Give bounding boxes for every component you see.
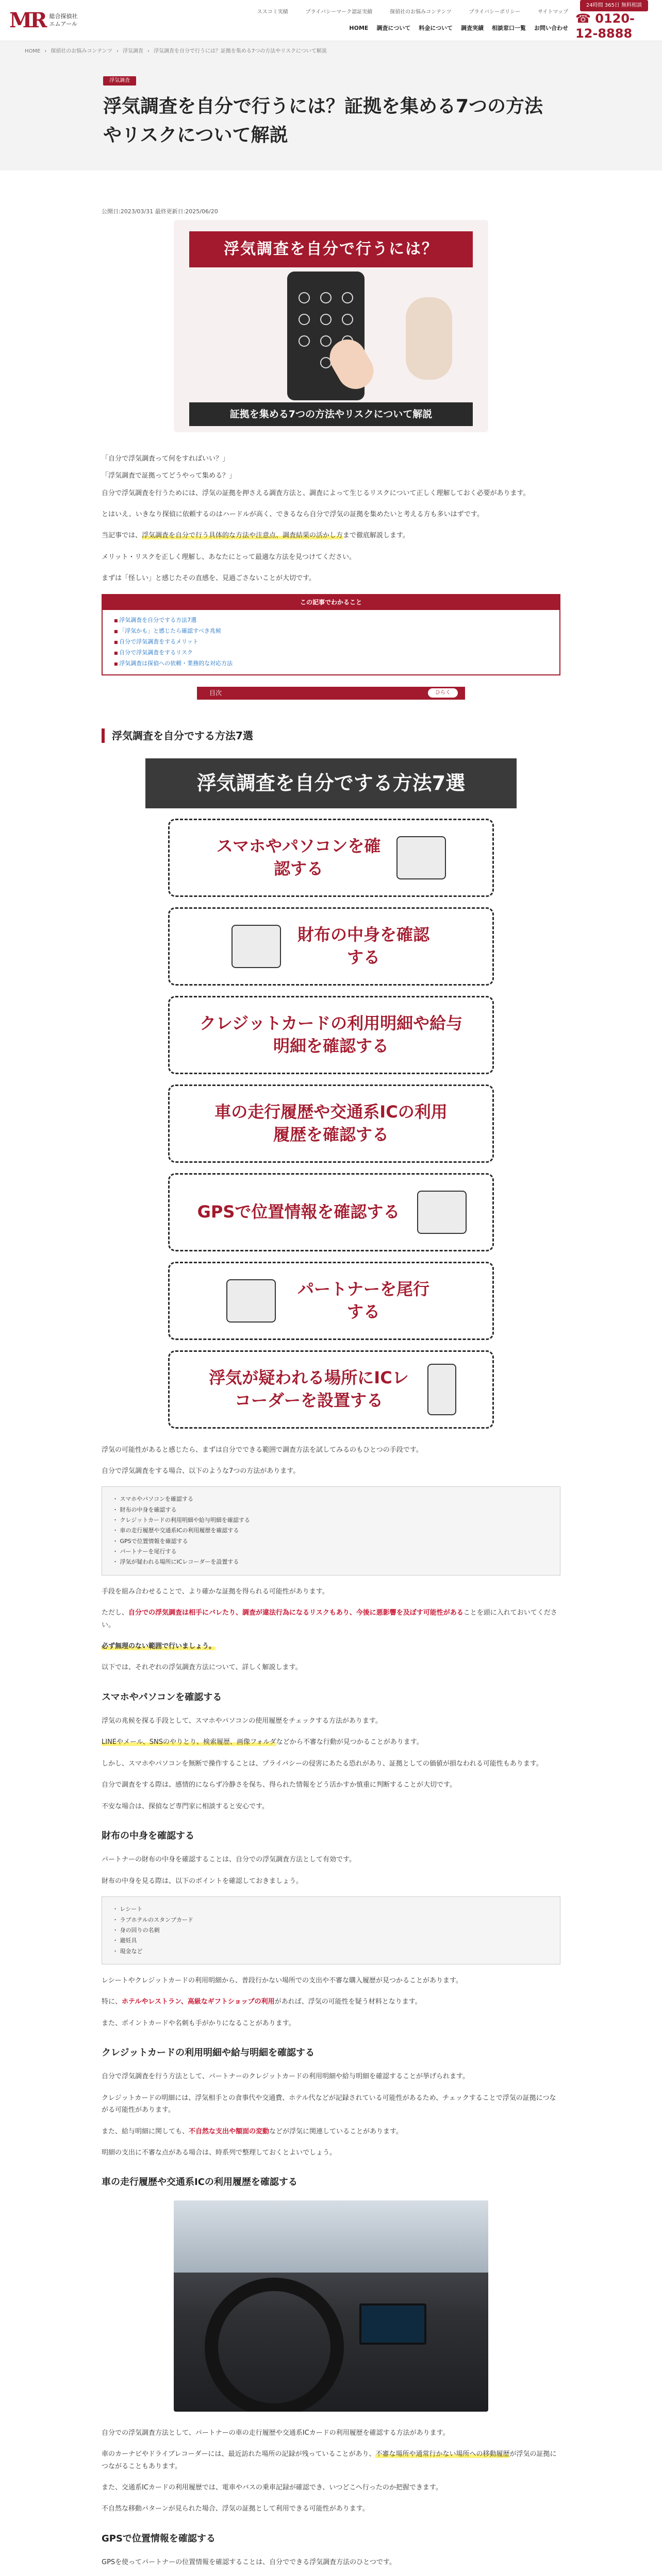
subsection-heading: クレジットカードの利用明細や給与明細を確認する [102, 2047, 315, 2059]
subsection-heading: 財布の中身を確認する [102, 1831, 194, 1842]
method-card-label: クレジットカードの利用明細や給与明細を確認する [199, 1013, 463, 1056]
summary-link[interactable]: ■ 自分で浮気調査をするメリット [114, 637, 548, 648]
method-card [168, 819, 494, 897]
intro-paragraph: 自分で浮気調査を行うためには、浮気の証拠を押さえる調査方法と、調査によって生じるリスクについて正しく理解しておく必要があります。 [102, 489, 530, 497]
paragraph [102, 2126, 560, 2138]
paragraph: 以下では、それぞれの浮気調査方法について、詳しく解説します。 [102, 1664, 302, 1672]
method-card-label: 車の走行履歴や交通系ICの利用履歴を確認する [214, 1102, 448, 1144]
intro-quote: 「浮気調査で証拠ってどうやって集める？」 [102, 472, 236, 480]
nav-home[interactable]: HOME [349, 24, 369, 31]
method-card [168, 1262, 494, 1340]
top-nav-sitemap[interactable]: サイトマップ [538, 9, 568, 15]
steering-wheel [205, 2278, 344, 2412]
text-run: ことを頭に入れておいてください。 [102, 1609, 557, 1629]
eyecatch-title: 浮気調査を自分で行うには？ [189, 231, 473, 267]
summary-box [102, 594, 560, 675]
list-item: ・ ラブホテルのスタンプカード [112, 1915, 550, 1925]
page-title: 浮気調査を自分で行うには？証拠を集める7つの方法やリスクについて解説 [103, 96, 543, 146]
list-item: ・ 浮気が疑われる場所にICレコーダーを設置する [112, 1557, 550, 1567]
category-badge[interactable]: 浮気調査 [103, 76, 136, 86]
car-navigation-screen [359, 2303, 426, 2345]
method-card-label: GPSで位置情報を確認する [197, 1201, 400, 1222]
windshield [174, 2200, 488, 2273]
site-logo[interactable] [9, 10, 92, 31]
breadcrumb-current: 浮気調査を自分で行うには？証拠を集める7つの方法やリスクについて解説 [153, 48, 327, 54]
paragraph [102, 1736, 560, 1748]
header-contact[interactable] [575, 0, 653, 41]
list-item: ・ 車の走行履歴や交通系ICの利用履歴を確認する [112, 1526, 550, 1536]
top-nav-privacy-mark[interactable]: プライバシーマーク認証実績 [305, 9, 373, 15]
breadcrumb-home[interactable]: HOME [25, 48, 41, 54]
summary-heading: この記事でわかること [103, 595, 559, 611]
paragraph: 明細の支出に不審な点がある場合は、時系列で整理しておくとよいでしょう。 [102, 2149, 337, 2157]
nav-contact[interactable]: お問い合わせ [534, 24, 568, 31]
eyecatch-subtitle: 証拠を集める7つの方法やリスクについて解説 [189, 402, 473, 426]
methods-figure [145, 758, 517, 1428]
paragraph: パートナーの財布の中身を確認することは、自分での浮気調査方法として有効です。 [102, 1856, 356, 1864]
summary-link[interactable]: ■ 浮気調査は探偵への依頼・業務的な対応方法 [114, 658, 548, 669]
method-card [168, 1350, 494, 1429]
list-item: ・ 現金など [112, 1946, 550, 1957]
text-run: 車のカーナビやドライブレコーダーには、最近訪れた場所の記録が残っていることがあり、 [102, 2450, 376, 2459]
toc-label: 目次 [209, 689, 222, 697]
list-item: ・ GPSで位置情報を確認する [112, 1536, 550, 1547]
paragraph: 手段を組み合わせることで、より確かな証拠を得られる可能性があります。 [102, 1587, 329, 1596]
paragraph [102, 2448, 560, 2472]
paragraph: 財布の中身を見る際は、以下のポイントを確認しておきましょう。 [102, 1877, 303, 1885]
intro-paragraph [102, 530, 560, 541]
logo-line-2: エムアール [49, 20, 77, 27]
person-illustration [406, 297, 452, 380]
table-of-contents-toggle[interactable] [197, 687, 465, 700]
nav-investigation[interactable]: 調査について [376, 24, 411, 31]
wallet-icon [231, 925, 281, 968]
paragraph: また、ポイントカードや名刺も手がかりになることがあります。 [102, 2019, 295, 2027]
hours-badge: 24時間 365日 無料相談 [580, 0, 648, 11]
text-run: 当記事では、 [102, 532, 142, 540]
text-run: まで徹底解説します。 [343, 532, 409, 540]
ic-recorder-icon [427, 1364, 456, 1415]
list-item: ・ レシート [112, 1904, 550, 1914]
list-item: ・ 避妊具 [112, 1936, 550, 1946]
wallet-checklist [102, 1896, 560, 1964]
emphasis-text: ホテルやレストラン、高級なギフトショップの利用 [122, 1998, 275, 2006]
breadcrumb-category[interactable]: 浮気調査 [122, 48, 143, 54]
method-card [168, 1173, 494, 1251]
top-nav-media[interactable]: ススコミ実績 [257, 9, 288, 15]
methods-figure-title: 浮気調査を自分でする方法7選 [145, 758, 517, 808]
methods-list [102, 1486, 560, 1575]
list-item: ・ 身の回りの名刺 [112, 1925, 550, 1936]
text-run: また、給与明細に関しても、 [102, 2127, 189, 2136]
paragraph [102, 1996, 560, 2008]
summary-link[interactable]: ■ 自分で浮気調査をするリスク [114, 648, 548, 658]
text-run: などから不審な行動が見つかることがあります。 [276, 1738, 423, 1747]
logo-mark: MR [9, 8, 45, 32]
paragraph: 不安な場合は、探偵など専門家に相談すると安心です。 [102, 1802, 269, 1810]
main-nav [349, 23, 568, 33]
list-item: ・ スマホやパソコンを確認する [112, 1494, 550, 1504]
eyecatch-image [174, 220, 488, 432]
nav-results[interactable]: 調査実績 [461, 24, 484, 31]
method-card [168, 1084, 494, 1163]
text-run: ただし、 [102, 1609, 129, 1617]
method-card-label: 財布の中身を確認する [297, 925, 429, 967]
paragraph: 自分で浮気調査をする場合、以下のような7つの方法があります。 [102, 1467, 300, 1475]
paragraph: クレジットカードの明細には、浮気相手との食事代や交通費、ホテル代などが記録されている可能性があるため、チェックすることで浮気の証拠につながる可能性があります。 [102, 2094, 556, 2114]
paragraph: また、交通系ICカードの利用履歴では、電車やバスの乗車記録が確認でき、いつどこへ行ったのか把握できます。 [102, 2484, 442, 2492]
toc-open-button[interactable]: ひらく [428, 688, 458, 698]
article-body [102, 171, 560, 2576]
paragraph: 自分での浮気調査方法として、パートナーの車の走行履歴や交通系ICカードの利用履歴を確認する方法があります。 [102, 2429, 450, 2437]
paragraph: 自分で調査をする際は、感情的にならず冷静さを保ち、得られた情報をどう活かすか慎重に判断することが大切です。 [102, 1781, 456, 1789]
intro-quote: 「自分で浮気調査って何をすればいい？」 [102, 454, 229, 463]
logo-text [49, 13, 78, 28]
nav-price[interactable]: 料金について [419, 24, 453, 31]
highlighted-text: 浮気調査を自分で行う具体的な方法や注意点、調査結果の活かし方 [142, 532, 343, 540]
breadcrumb-separator: › [116, 48, 119, 54]
emphasis-text: 自分での浮気調査は相手にバレたり、調査が違法行為になるリスクもあり、今後に悪影響を及ぼす可能性がある [128, 1609, 464, 1617]
intro-paragraph: まずは「怪しい」と感じたその直感を、見過ごさないことが大切です。 [102, 574, 316, 583]
phone-number[interactable] [575, 11, 653, 41]
list-item: ・ 財布の中身を確認する [112, 1505, 550, 1515]
top-nav-contents[interactable]: 探偵社のお悩みコンテンツ [390, 9, 452, 15]
article-dates: 公開日:2023/03/31 最終更新日:2025/06/20 [102, 208, 218, 215]
top-nav [257, 8, 568, 23]
paragraph [102, 1607, 560, 1631]
breadcrumb-separator: › [44, 48, 47, 54]
article-hero [0, 62, 662, 171]
intro-paragraph: とはいえ、いきなり探偵に依頼するのはハードルが高く、できるなら自分で浮気の証拠を集めたいと考える方も多いはずです。 [102, 510, 484, 518]
highlighted-text: 不審な場所や通常行かない場所への移動履歴 [375, 2450, 510, 2459]
paragraph: 浮気の兆候を探る手段として、スマホやパソコンの使用履歴をチェックする方法があります。 [102, 1717, 382, 1725]
section-heading: 浮気調査を自分でする方法7選 [102, 728, 560, 743]
paragraph [102, 1640, 560, 1652]
intro-paragraph: メリット・リスクを正しく理解し、あなたにとって最適な方法を見つけてください。 [102, 553, 356, 561]
text-run: 特に、 [102, 1998, 122, 2006]
header-navigation [92, 8, 575, 33]
text-run: などが浮気に関連していることがあります。 [269, 2127, 403, 2136]
highlighted-text: 必ず無理のない範囲で行いましょう。 [102, 1642, 216, 1650]
method-card [168, 907, 494, 986]
site-header [0, 0, 662, 41]
method-card-label: 浮気が疑われる場所にICレコーダーを設置する [209, 1368, 409, 1410]
paragraph: GPSを使ってパートナーの位置情報を確認することは、自分でできる浮気調査方法のひとつです。 [102, 2558, 396, 2567]
paragraph: 自分で浮気調査を行う方法として、パートナーのクレジットカードの利用明細や給与明細を確認することが挙げられます。 [102, 2073, 469, 2081]
text-run: が浮気の証拠につながることもあります。 [102, 2450, 557, 2470]
phone-icon: ☎ [575, 11, 595, 26]
method-card-label: パートナーを尾行する [297, 1279, 429, 1321]
top-nav-privacy-policy[interactable]: プライバシーポリシー [469, 9, 521, 15]
breadcrumb-contents[interactable]: 探偵社のお悩みコンテンツ [51, 48, 112, 54]
car-interior-photo [174, 2200, 488, 2412]
list-item: ・ パートナーを尾行する [112, 1547, 550, 1557]
paragraph: しかし、スマホやパソコンを無断で操作することは、プライバシーの侵害にあたる恐れがあり、証拠としての価値が損なわれる可能性もあります。 [102, 1759, 543, 1768]
subsection-heading: GPSで位置情報を確認する [102, 2533, 216, 2544]
paragraph: レシートやクレジットカードの利用明細から、普段行かない場所での支出や不審な購入履歴が見つかることがあります。 [102, 1976, 462, 1985]
list-item: ・ クレジットカードの利用明細や給与明細を確認する [112, 1515, 550, 1526]
nav-offices[interactable]: 相談窓口一覧 [492, 24, 526, 31]
method-card-label: スマホやパソコンを確認する [216, 836, 381, 878]
paragraph: 不自然な移動パターンが見られた場合、浮気の証拠として利用できる可能性があります。 [102, 2505, 369, 2513]
gps-phone-icon [417, 1191, 467, 1234]
laptop-icon [396, 836, 446, 879]
subsection-heading: スマホやパソコンを確認する [102, 1691, 222, 1703]
summary-link[interactable]: ■ 浮気調査を自分でする方法7選 [114, 615, 548, 626]
phone-number-text: 0120-12-8888 [575, 11, 635, 41]
highlighted-text: LINEやメール、SNSのやりとり、検索履歴、画像フォルダ [102, 1738, 276, 1747]
method-card [168, 996, 494, 1074]
breadcrumb-separator: › [147, 48, 150, 54]
summary-link[interactable]: ■ 「浮気かも」と感じたら確認すべき兆候 [114, 626, 548, 637]
paragraph: 浮気の可能性があると感じたら、まずは自分でできる範囲で調査方法を試してみるのもひとつの手段です。 [102, 1446, 423, 1454]
breadcrumb [0, 41, 662, 62]
summary-list [103, 610, 559, 674]
emphasis-text: 不自然な支出や額面の変動 [189, 2127, 270, 2136]
subsection-heading: 車の走行履歴や交通系ICの利用履歴を確認する [102, 2177, 297, 2188]
text-run: があれば、浮気の可能性を疑う材料となります。 [274, 1998, 422, 2006]
logo-line-1: 総合探偵社 [49, 12, 78, 20]
footprints-icon [226, 1279, 276, 1323]
